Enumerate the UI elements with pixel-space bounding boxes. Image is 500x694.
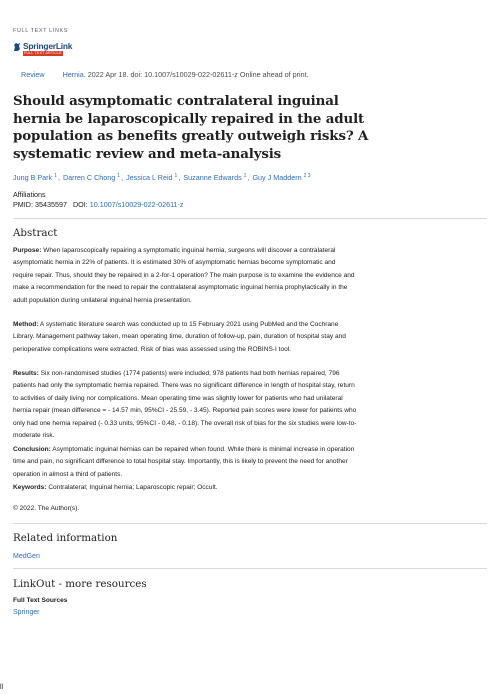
copyright: © 2022. The Author(s). [13, 505, 80, 512]
citation-line [21, 70, 309, 79]
results-label: Results: [13, 370, 39, 377]
article-type[interactable]: Review [21, 70, 45, 79]
springer-horse-icon [13, 42, 21, 52]
method-label: Method: [13, 321, 39, 328]
author-separator: , [57, 173, 60, 182]
author-separator: , [178, 173, 181, 182]
logo-brand-text: SpringerLink [23, 41, 73, 51]
springerlink-logo[interactable] [13, 41, 73, 59]
linkout-springer-link[interactable]: Springer [13, 609, 40, 616]
affiliations-toggle[interactable]: Affiliations [13, 190, 46, 199]
author-affiliation-number[interactable]: 1 [243, 173, 247, 179]
keywords-label: Keywords: [13, 484, 47, 491]
article-identifiers [13, 200, 184, 209]
journal-link[interactable]: Hernia. [62, 70, 86, 79]
doi-label: DOI: [72, 200, 88, 209]
related-info-heading: Related information [13, 532, 118, 544]
purpose-label: Purpose: [13, 247, 42, 254]
author-link[interactable]: Jung B Park [13, 173, 53, 182]
conclusion-label: Conclusion: [13, 446, 51, 453]
citation-details: 2022 Apr 18. doi: 10.1007/s10029-022-02611-z Online ahead of print. [85, 70, 309, 79]
keywords-text: Contralateral; Inguinal hernia; Laparoscopic repair; Occult. [48, 484, 218, 491]
author-separator: , [121, 173, 124, 182]
author-affiliation-number[interactable]: 1 [174, 173, 178, 179]
divider [13, 568, 487, 569]
abstract-results [13, 368, 357, 442]
linkout-heading: LinkOut - more resources [13, 578, 147, 590]
abstract-method [13, 319, 357, 356]
author-affiliation-number[interactable]: 1 [117, 173, 121, 179]
related-link-medgen[interactable]: MedGen [13, 553, 40, 560]
doi-link[interactable]: 10.1007/s10029-022-02611-z [89, 200, 184, 209]
logo-tagline: FULL TEXT ARTICLE [23, 51, 63, 55]
pmid: PMID: 35435597 [13, 200, 67, 209]
abstract-conclusion [13, 444, 357, 481]
author-link[interactable]: Suzanne Edwards [183, 173, 242, 182]
author-affiliation-number[interactable]: 1 [54, 173, 57, 179]
author-list [13, 173, 311, 182]
abstract-heading: Abstract [13, 227, 58, 239]
author-link[interactable]: Guy J Maddern [252, 173, 302, 182]
divider [13, 218, 487, 219]
author-link[interactable]: Darren C Chong [62, 173, 116, 182]
corner-mark: ll [0, 684, 4, 691]
purpose-text: When laparoscopically repairing a symptomatic inguinal hernia, surgeons will discover a contralateral asymptomatic hernia in 22% of patients. It is estimated 30% of asymptomatic hernias become symptomatic and require repair. Thus, should they be repaired in a 2-for-1 operation? The main purpose is to examine the evidence and make a recommendation for the need to repair the contralateral asymptomatic inguinal hernia prophylactically in the adult population during unilateral inguinal hernia presentation. [13, 247, 355, 304]
method-text: A systematic literature search was conducted up to 15 February 2021 using PubMed and the Cochrane Library. Management pathway taken, mean operating time, duration of follow-up, pain, duration of hospital stay and perioperative complications were extracted. Risk of bias was assessed using the ROBINS-I tool. [13, 321, 346, 353]
author-link[interactable]: Jessica L Reid [126, 173, 173, 182]
article-title: Should asymptomatic contralateral inguinal hernia be laparoscopically repaired in the adult population as benefits greatly outweigh risks? A systematic review and meta-analysis [13, 93, 369, 162]
author-affiliation-number[interactable]: 2 3 [303, 173, 311, 179]
results-text: Six non-randomised studies (1774 patients) were included; 978 patients had both hernias repaired, 796 patients had only the symptomatic hernia repaired. There was no significant difference in length of hospital stay, return to activities of daily living nor complications. Mean operating time was slightly lower for patients who had unilateral hernia repair (mean difference = - 14.57 min, 95%CI - 25.59, - 3.45). Reported pain scores were lower for patients who only had one hernia repaired (- 0.33 units, 95%CI - 0.48, - 0.18). The overall risk of bias for the six studies were low-to-moderate risk. [13, 370, 357, 440]
abstract-purpose [13, 245, 357, 307]
author-separator: , [247, 173, 250, 182]
full-text-links-label: FULL TEXT LINKS [13, 28, 69, 34]
keywords [13, 482, 357, 494]
conclusion-text: Asymptomatic inguinal hernias can be repaired when found. While there is minimal increase in operation time and pain, no significant difference to total hospital stay. Importantly, this is likely to prevent the need for another operation in almost a third of patients. [13, 446, 355, 478]
full-text-sources-heading: Full Text Sources [13, 597, 68, 604]
divider [13, 523, 487, 524]
